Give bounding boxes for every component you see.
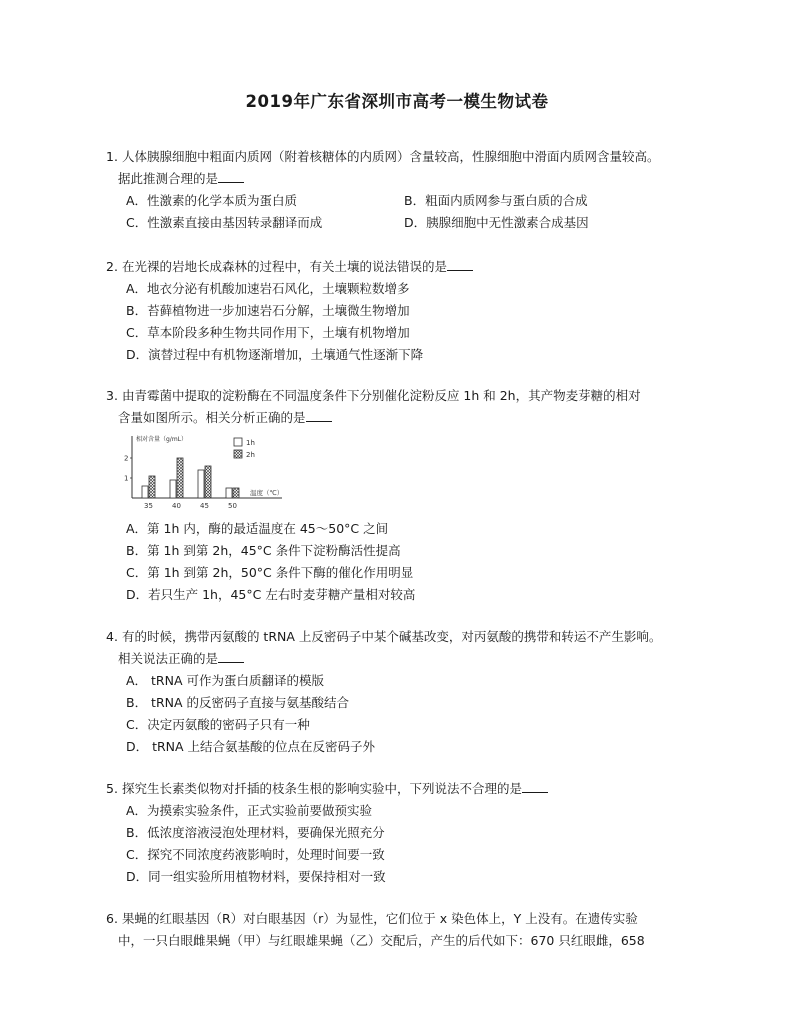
answer-blank: [218, 649, 244, 663]
question-stem: 中，一只白眼雌果蝇（甲）与红眼雄果蝇（乙）交配后，产生的后代如下：670 只红眼雌，658: [118, 933, 645, 948]
legend-swatch-1h: [234, 438, 242, 446]
bar-chart: [118, 432, 298, 518]
x-tick-label: 45: [200, 502, 209, 510]
bar-1h-45: [198, 470, 204, 498]
option-a: A．性激素的化学本质为蛋白质: [126, 193, 298, 208]
question-stem: 相关说法正确的是: [118, 651, 219, 666]
question-number: 4.: [106, 629, 118, 644]
option-d: D．演替过程中有机物逐渐增加，土壤通气性逐渐下降: [126, 347, 424, 362]
option-d: D．若只生产 1h，45°C 左右时麦芽糖产量相对较高: [126, 587, 416, 602]
question-number: 2.: [106, 259, 118, 274]
x-axis-label: 温度（℃）: [250, 489, 284, 497]
question-6: [106, 908, 726, 952]
bar-2h-35: [149, 476, 155, 498]
question-number: 6.: [106, 911, 118, 926]
option-a: A．第 1h 内，酶的最适温度在 45～50°C 之间: [126, 521, 389, 536]
option-b: B．低浓度溶液浸泡处理材料，要确保光照充分: [126, 825, 385, 840]
option-c: C．性激素直接由基因转录翻译而成: [126, 215, 323, 230]
answer-blank: [306, 408, 332, 422]
option-b: B．苔藓植物进一步加速岩石分解，土壤微生物增加: [126, 303, 410, 318]
question-stem: 探究生长素类似物对扦插的枝条生根的影响实验中，下列说法不合理的是: [121, 781, 522, 796]
answer-blank: [522, 779, 548, 793]
page-title: 2019年广东省深圳市高考一模生物试卷: [245, 92, 549, 111]
question-5: [106, 778, 726, 888]
answer-blank: [218, 169, 244, 183]
bar-1h-50: [226, 488, 232, 498]
question-3-options: [106, 518, 726, 606]
bar-2h-50: [233, 488, 239, 498]
question-number: 3.: [106, 388, 118, 403]
bar-2h-45: [205, 466, 211, 498]
question-2: [106, 256, 726, 366]
legend-label: 2h: [246, 451, 255, 459]
option-d: D．同一组实验所用植物材料，要保持相对一致: [126, 869, 386, 884]
question-stem: 含量如图所示。相关分析正确的是: [118, 410, 306, 425]
bar-2h-40: [177, 458, 183, 498]
question-number: 1.: [106, 149, 118, 164]
x-tick-label: 50: [228, 502, 237, 510]
question-stem: 有的时候，携带丙氨酸的 tRNA 上反密码子中某个碱基改变，对丙氨酸的携带和转运不产生影响。: [121, 629, 662, 644]
question-stem: 果蝇的红眼基因（R）对白眼基因（r）为显性，它们位于 x 染色体上，Y 上没有。在遗传实验: [121, 911, 638, 926]
legend-swatch-2h: [234, 450, 242, 458]
option-d: D． tRNA 上结合氨基酸的位点在反密码子外: [126, 739, 376, 754]
option-b: B．第 1h 到第 2h，45°C 条件下淀粉酶活性提高: [126, 543, 401, 558]
bar-chart-svg: [118, 432, 298, 518]
answer-blank: [447, 257, 473, 271]
option-c: C．探究不同浓度药液影响时，处理时间要一致: [126, 847, 385, 862]
question-stem: 据此推测合理的是: [118, 171, 219, 186]
option-c: C．草本阶段多种生物共同作用下，土壤有机物增加: [126, 325, 410, 340]
option-d: D．胰腺细胞中无性激素合成基因: [404, 215, 589, 230]
question-stem: 人体胰腺细胞中粗面内质网（附着核糖体的内质网）含量较高，性腺细胞中滑面内质网含量较高。: [121, 149, 660, 164]
option-c: C．决定丙氨酸的密码子只有一种: [126, 717, 310, 732]
option-a: A． tRNA 可作为蛋白质翻译的模版: [126, 673, 324, 688]
x-tick-label: 35: [144, 502, 153, 510]
bar-1h-40: [170, 480, 176, 498]
question-stem: 在光裸的岩地长成森林的过程中，有关土壤的说法错误的是: [121, 259, 447, 274]
option-b: B．粗面内质网参与蛋白质的合成: [404, 193, 588, 208]
y-tick-label: 2: [124, 454, 129, 463]
y-tick-label: 1: [124, 474, 129, 483]
y-axis-label: 相对含量（g/mL）: [136, 436, 188, 443]
question-4: [106, 626, 726, 758]
option-a: A．地衣分泌有机酸加速岩石风化，土壤颗粒数增多: [126, 281, 410, 296]
option-a: A．为摸索实验条件，正式实验前要做预实验: [126, 803, 373, 818]
bar-1h-35: [142, 486, 148, 498]
legend-label: 1h: [246, 439, 255, 447]
question-3: [106, 385, 726, 429]
x-tick-label: 40: [172, 502, 181, 510]
option-c: C．第 1h 到第 2h，50°C 条件下酶的催化作用明显: [126, 565, 414, 580]
option-b: B． tRNA 的反密码子直接与氨基酸结合: [126, 695, 350, 710]
question-number: 5.: [106, 781, 118, 796]
question-stem: 由青霉菌中提取的淀粉酶在不同温度条件下分别催化淀粉反应 1h 和 2h，其产物麦芽糖的相对: [121, 388, 641, 403]
question-1: [106, 146, 726, 234]
